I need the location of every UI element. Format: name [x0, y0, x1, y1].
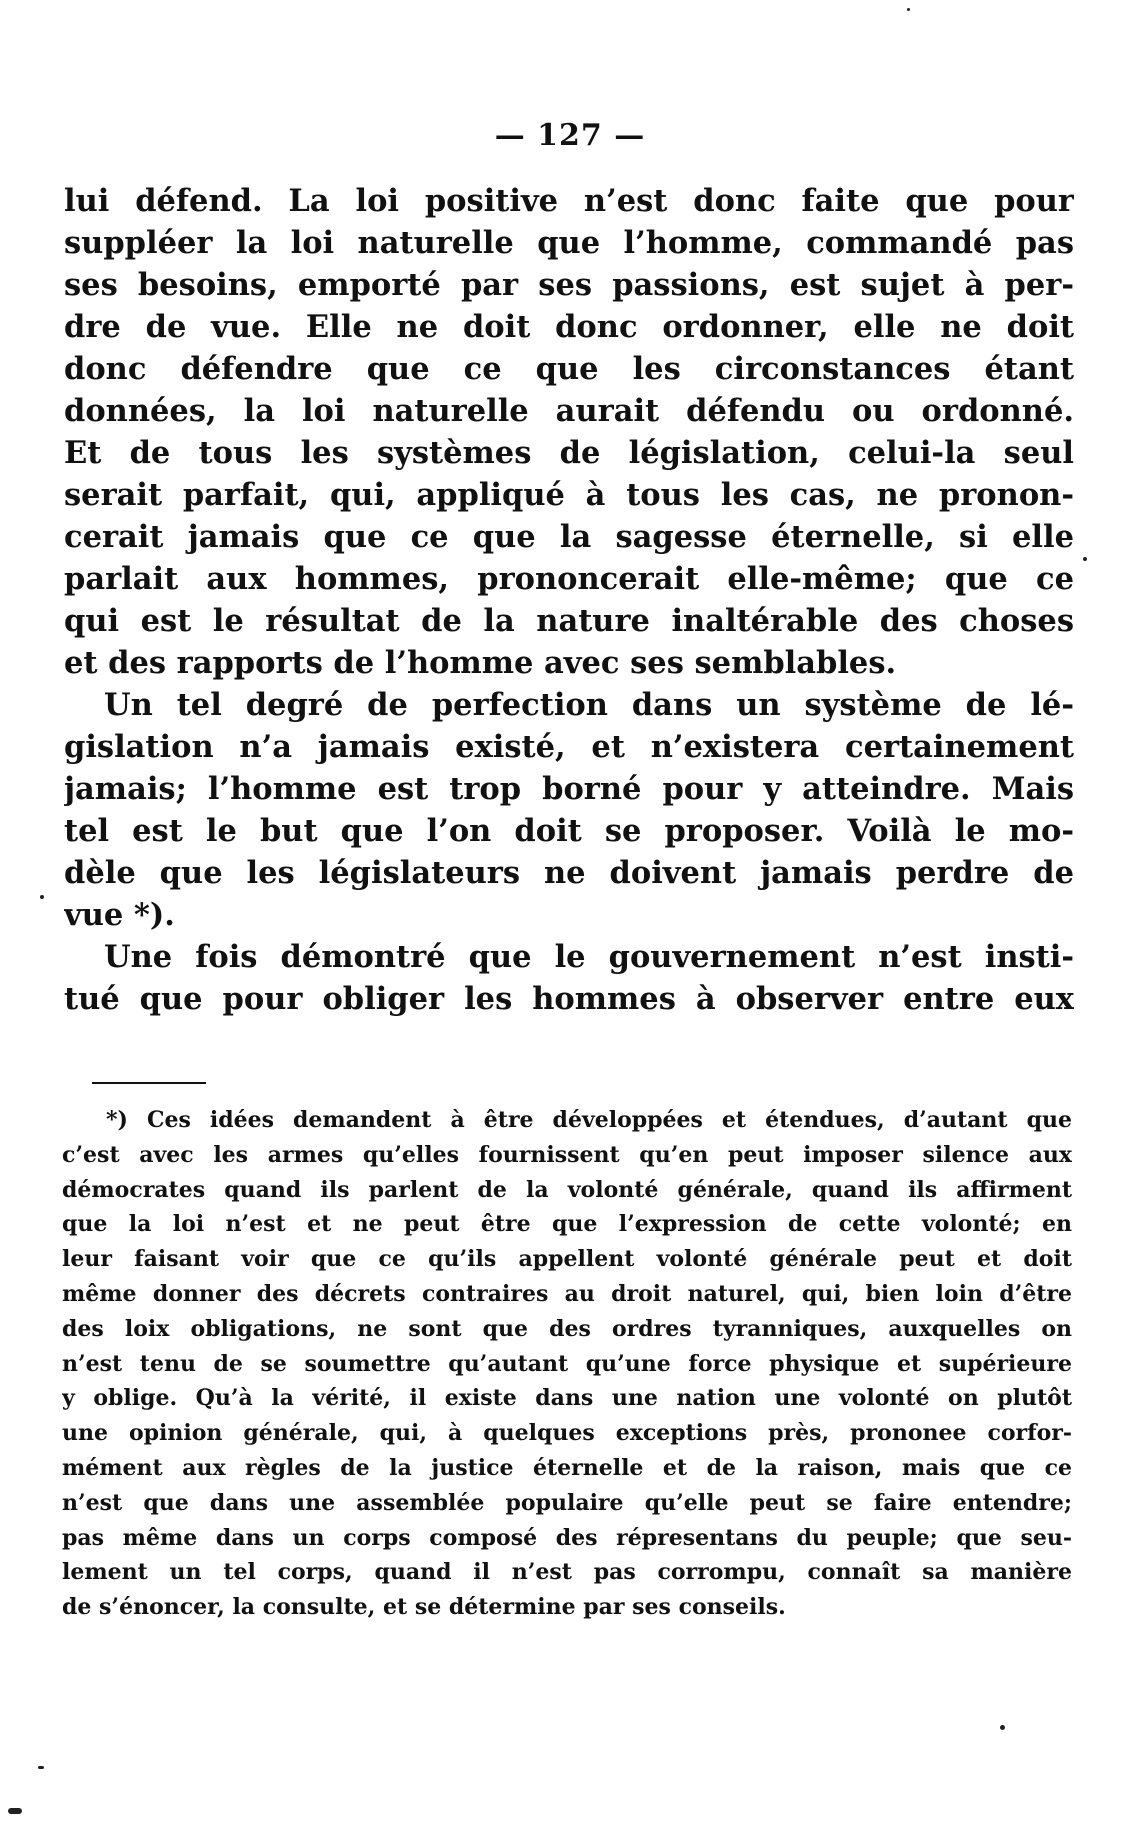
footnote-line: n’est que dans une assemblée populaire qu’elle peut se faire entendre; [62, 1489, 1072, 1516]
body-line: donc défendre que ce que les circonstances étant [64, 351, 1074, 387]
footnote-line: lement un tel corps, quand il n’est pas corrompu, connaît sa manière [62, 1559, 1072, 1586]
body-line: gislation n’a jamais existé, et n’existera certainement [64, 729, 1074, 765]
footnote-line: mément aux règles de la justice éternelle et de la raison, mais que ce [62, 1454, 1072, 1481]
scan-speck [8, 1808, 22, 1814]
footnote-line: de s’énoncer, la consulte, et se détermine par ses conseils. [62, 1594, 786, 1621]
scan-speck [1083, 557, 1087, 561]
footnote-line: c’est avec les armes qu’elles fournissent qu’en peut imposer silence aux [62, 1141, 1072, 1168]
body-line: lui défend. La loi positive n’est donc faite que pour [64, 183, 1074, 219]
scan-speck [40, 895, 44, 899]
scan-speck [907, 8, 910, 11]
body-line: tué que pour obliger les hommes à observer entre eux [64, 981, 1074, 1017]
body-line: tel est le but que l’on doit se proposer. Voilà le mo- [64, 813, 1074, 849]
footnote-line: pas même dans un corps composé des répresentans du peuple; que seu- [62, 1524, 1072, 1551]
footnote-rule [92, 1082, 206, 1084]
body-line: vue *). [64, 897, 175, 933]
body-line: ses besoins, emporté par ses passions, est sujet à per- [64, 267, 1074, 303]
body-line: et des rapports de l’homme avec ses semblables. [64, 645, 897, 681]
body-line: dre de vue. Elle ne doit donc ordonner, elle ne doit [64, 309, 1074, 345]
footnote-line: *) Ces idées demandent à être développées et étendues, d’autant que [106, 1107, 1072, 1133]
footnote-line: même donner des décrets contraires au droit naturel, qui, bien loin d’être [62, 1280, 1072, 1307]
footnote-line: des loix obligations, ne sont que des ordres tyranniques, auxquelles on [62, 1315, 1072, 1342]
scan-speck [1000, 1725, 1005, 1730]
body-line: cerait jamais que ce que la sagesse éternelle, si elle [64, 519, 1074, 555]
body-line: serait parfait, qui, appliqué à tous les cas, ne pronon- [64, 477, 1074, 513]
body-line: jamais; l’homme est trop borné pour y atteindre. Mais [64, 771, 1074, 807]
footnote-line: y oblige. Qu’à la vérité, il existe dans une nation une volonté on plutôt [62, 1385, 1072, 1412]
footnote [62, 1103, 1072, 1625]
footnote-line: que la loi n’est et ne peut être que l’expression de cette volonté; en [62, 1211, 1072, 1238]
footnote-line: démocrates quand ils parlent de la volonté générale, quand ils affirment [62, 1176, 1072, 1203]
page-number: — 127 — [494, 118, 646, 153]
body-text [64, 180, 1074, 1020]
scan-speck [38, 1766, 44, 1769]
body-line: Un tel degré de perfection dans un système de lé- [104, 687, 1074, 723]
body-line: données, la loi naturelle aurait défendu ou ordonné. [64, 393, 1074, 429]
body-line: dèle que les législateurs ne doivent jamais perdre de [64, 855, 1074, 891]
body-line: suppléer la loi naturelle que l’homme, commandé pas [64, 225, 1074, 261]
body-line: Une fois démontré que le gouvernement n’est insti- [104, 939, 1074, 975]
footnote-line: leur faisant voir que ce qu’ils appellent volonté générale peut et doit [62, 1246, 1072, 1273]
footnote-line: une opinion générale, qui, à quelques exceptions près, prononee corfor- [62, 1420, 1072, 1447]
body-line: parlait aux hommes, prononcerait elle-même; que ce [64, 561, 1074, 597]
footnote-line: n’est tenu de se soumettre qu’autant qu’une force physique et supérieure [62, 1350, 1072, 1377]
body-line: qui est le résultat de la nature inaltérable des choses [64, 603, 1074, 639]
body-line: Et de tous les systèmes de législation, celui-la seul [64, 435, 1074, 471]
